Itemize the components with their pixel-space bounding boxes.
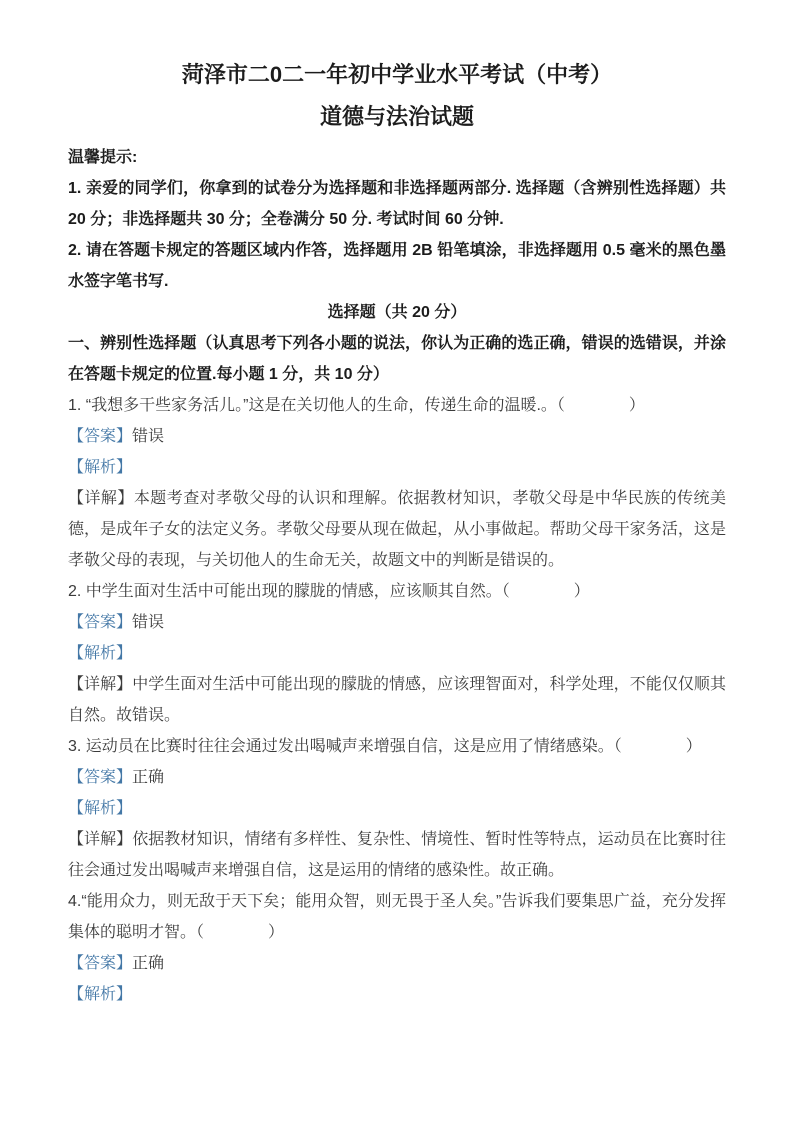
answer-label: 【答案】 [68, 769, 133, 786]
question-block-3 [68, 731, 726, 886]
exam-subtitle: 道德与法治试题 [319, 104, 474, 129]
question-block-1 [68, 390, 726, 576]
answer-line [68, 948, 726, 979]
analysis-line [68, 452, 726, 483]
question-stem: 4.“能用众力，则无敌于天下矣；能用众智，则无畏于圣人矣。”告诉我们要集思广益，充分发挥集体的聪明才智。（ ） [68, 893, 726, 941]
analysis-line [68, 793, 726, 824]
answer-label: 【答案】 [68, 955, 133, 972]
answer-line [68, 762, 726, 793]
detail-line [68, 669, 726, 731]
detail-text: 中学生面对生活中可能出现的朦胧的情感，应该理智面对，科学处理，不能仅仅顺其自然。故错误。 [68, 676, 726, 724]
analysis-line [68, 638, 726, 669]
section-heading: 选择题（共 20 分） [327, 304, 467, 321]
exam-title: 菏泽市二0二一年初中学业水平考试（中考） [181, 62, 613, 87]
answer-value: 正确 [132, 955, 165, 972]
detail-label: 【详解】 [68, 490, 134, 507]
answer-line [68, 421, 726, 452]
answer-label: 【答案】 [68, 614, 133, 631]
question-stem: 3. 运动员在比赛时往往会通过发出喝喊声来增强自信，这是应用了情绪感染。（ ） [68, 738, 702, 755]
question-block-2 [68, 576, 726, 731]
analysis-label: 【解析】 [68, 645, 133, 662]
detail-label: 【详解】 [68, 831, 133, 848]
answer-value: 错误 [132, 614, 165, 631]
question-stem: 2. 中学生面对生活中可能出现的朦胧的情感，应该顺其自然。（ ） [68, 583, 590, 600]
notice-heading: 温馨提示: [68, 149, 138, 166]
notice-item-1: 1. 亲爱的同学们，你拿到的试卷分为选择题和非选择题两部分. 选择题（含辨别性选择题）共 20 分；非选择题共 30 分；全卷满分 50 分. 考试时间 60 分钟. [68, 180, 726, 228]
notice-item-2: 2. 请在答题卡规定的答题区域内作答，选择题用 2B 铅笔填涂，非选择题用 0.5 毫米的黑色墨水签字笔书写. [68, 242, 726, 290]
part-heading: 一、辨别性选择题（认真思考下列各小题的说法，你认为正确的选正确，错误的选错误，并涂在答题卡规定的位置.每小题 1 分，共 10 分） [68, 335, 726, 383]
question-stem: 1. “我想多干些家务活儿。”这是在关切他人的生命，传递生命的温暖.。（ ） [68, 397, 645, 414]
analysis-label: 【解析】 [68, 986, 133, 1003]
analysis-label: 【解析】 [68, 800, 133, 817]
answer-label: 【答案】 [68, 428, 133, 445]
analysis-label: 【解析】 [68, 459, 133, 476]
answer-line [68, 607, 726, 638]
detail-text: 本题考查对孝敬父母的认识和理解。依据教材知识，孝敬父母是中华民族的传统美德，是成年子女的法定义务。孝敬父母要从现在做起，从小事做起。帮助父母干家务活，这是孝敬父母的表现，与关切他人的生命无关，故题文中的判断是错误的。 [68, 490, 726, 569]
question-block-4 [68, 886, 726, 1010]
detail-line [68, 824, 726, 886]
detail-label: 【详解】 [68, 676, 133, 693]
answer-value: 正确 [132, 769, 165, 786]
detail-text: 依据教材知识，情绪有多样性、复杂性、情境性、暂时性等特点，运动员在比赛时往往会通过发出喝喊声来增强自信，这是运用的情绪的感染性。故正确。 [68, 831, 726, 879]
answer-value: 错误 [132, 428, 165, 445]
analysis-line [68, 979, 726, 1010]
detail-line [68, 483, 726, 576]
